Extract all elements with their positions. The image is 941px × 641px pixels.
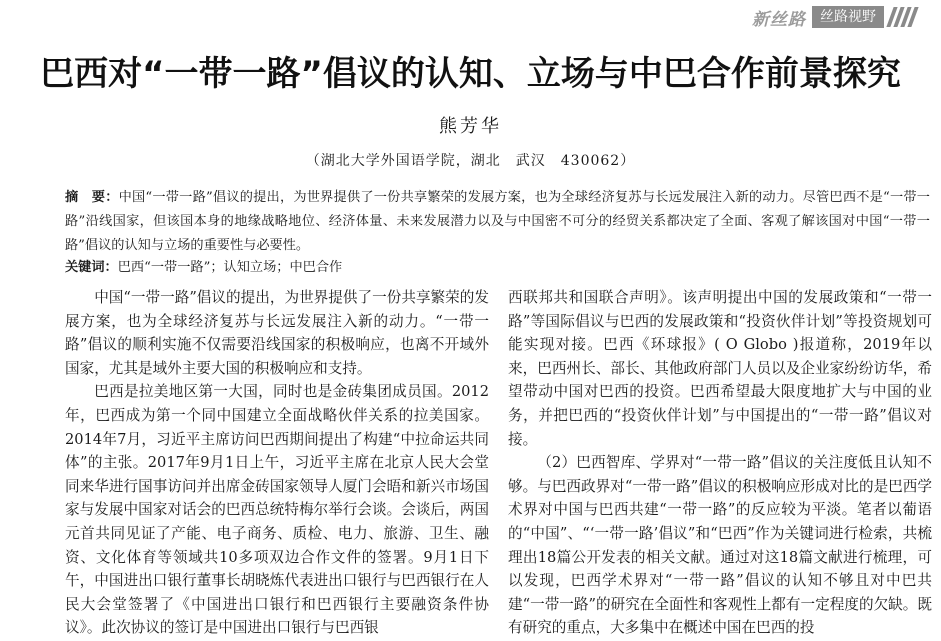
abstract-text: 中国“一带一路”倡议的提出，为世界提供了一份共享繁荣的发展方案，也为全球经济复苏与长远发展注入新的动力。尽管巴西不是“一带一路”沿线国家，但该国本身的地缘战略地位、经济体量、未来发展潜力以及与中国密不可分的经贸关系都决定了全面、客观了解该国对中国“一带一路”倡议的认知与立场的重要性与必要性。 bbox=[65, 190, 930, 253]
keywords-text: 巴西“一带一路”；认知立场；中巴合作 bbox=[117, 260, 343, 275]
journal-brand-logo: 新丝路 bbox=[752, 9, 806, 30]
author-name: 熊芳华 bbox=[439, 116, 502, 137]
body-column-left bbox=[65, 286, 489, 640]
body-paragraph-continued: 西联邦共和国联合声明》。该声明提出中国的发展政策和“一带一路”等国际倡议与巴西的发展政策和“投资伙伴计划”等投资规划可能实现对接。巴西《环球报》( O Globo )报道称，2019年以来，巴西州长、部长、其他政府部门人员以及企业家纷纷访华，希望带动中国对巴西的投资。巴西希望最大限度地扩大与中国的业务，并把巴西的“投资伙伴计划”与中国提出的“一带一路”倡议对接。 bbox=[508, 289, 932, 448]
stripes-decoration-icon bbox=[887, 7, 915, 27]
keywords-label: 关键词： bbox=[65, 260, 118, 275]
keywords bbox=[65, 258, 930, 278]
paper-title: 巴西对“一带一路”倡议的认知、立场与中巴合作前景探究 bbox=[40, 54, 901, 94]
body-paragraph: 中国“一带一路”倡议的提出，为世界提供了一份共享繁荣的发展方案，也为全球经济复苏与长远发展注入新的动力。“一带一路”倡议的顺利实施不仅需要沿线国家的积极响应，也离不开域外国家，尤其是域外主要大国的积极响应和支持。 bbox=[65, 289, 489, 377]
journal-header-badge bbox=[752, 6, 915, 28]
body-paragraph: 巴西是拉美地区第一大国，同时也是金砖集团成员国。2012年，巴西成为第一个同中国建立全面战略伙伴关系的拉美国家。2014年7月，习近平主席访问巴西期间提出了构建“中拉命运共同体”的主张。2017年9月1日上午，习近平主席在北京人民大会堂同来华进行国事访问并出席金砖国家领导人厦门会晤和新兴市场国家与发展中国家对话会的巴西总统特梅尔举行会谈。会谈后，两国元首共同见证了产能、电子商务、质检、电力、旅游、卫生、融资、文化体育等领域共10多项双边合作文件的签署。9月1日下午，中国进出口银行董事长胡晓炼代表进出口银行与巴西银行在人民大会堂签署了《中国进出口银行和巴西银行主要融资条件协议》。此次协议的签订是中国进出口银行与巴西银 bbox=[65, 383, 489, 637]
body-paragraph: （2）巴西智库、学界对“一带一路”倡议的关注度低且认知不够。与巴西政界对“一带一路”倡议的积极响应形成对比的是巴西学术界对中国与巴西共建“一带一路”的反应较为平淡。笔者以葡语的“中国”、“‘一带一路’倡议”和“巴西”作为关键词进行检索，共梳理出18篇公开发表的相关文献。通过对这18篇文献进行梳理，可以发现，巴西学术界对“一带一路”倡议的认知不够且对中巴共建“一带一路”的研究在全面性和客观性上都有一定程度的欠缺。既有研究的重点，大多集中在概述中国在巴西的投 bbox=[508, 454, 932, 637]
abstract bbox=[65, 186, 930, 258]
body-column-right bbox=[508, 286, 932, 640]
author-affiliation: （湖北大学外国语学院，湖北 武汉 430062） bbox=[305, 153, 636, 169]
abstract-label: 摘 要： bbox=[65, 190, 119, 205]
section-tag: 丝路视野 bbox=[812, 6, 884, 28]
